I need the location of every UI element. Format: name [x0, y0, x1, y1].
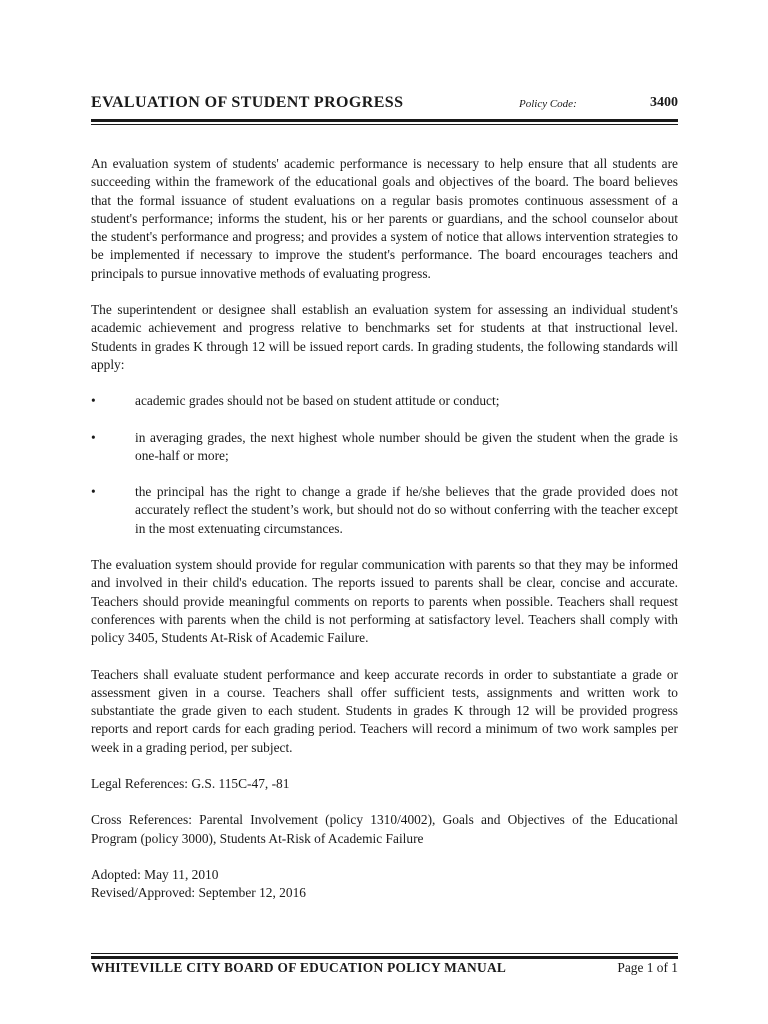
- records-paragraph: Teachers shall evaluate student performance and keep accurate records in order to substantiate a grade or assessment given in a course. Teachers shall offer sufficient tests, assignments and written work to substantiate the grade given to each student. Students in grades K through 12 will be provided progress reports and report cards for each grading period. Teachers will record a minimum of two work samples per week in a grading period, per subject.: [91, 666, 678, 755]
- grading-standards-paragraph: The superintendent or designee shall establish an evaluation system for assessing an individual student's academic achievement and progress relative to benchmarks set for students at that instructional level. Students in grades K through 12 will be issued report cards. In grading students, the following standards will apply:: [91, 302, 678, 372]
- page-header: [91, 94, 678, 116]
- list-item: [91, 483, 678, 538]
- page-footer: [91, 960, 678, 980]
- list-item: [91, 392, 678, 410]
- list-item-text: academic grades should not be based on student attitude or conduct;: [135, 393, 500, 409]
- legal-references: Legal References: G.S. 115C-47, -81: [91, 776, 290, 792]
- bullet-marker: •: [91, 484, 96, 500]
- revised-date: Revised/Approved: September 12, 2016: [91, 885, 306, 901]
- adopted-date: Adopted: May 11, 2010: [91, 866, 219, 882]
- list-item-text: the principal has the right to change a grade if he/she believes that the grade provided does not accurately reflect the student’s work, but should not do so without conferring with the teacher except in the most extenuating circumstances.: [135, 484, 678, 536]
- bullet-marker: •: [91, 429, 96, 445]
- header-rule-thin: [91, 124, 678, 125]
- communication-paragraph: The evaluation system should provide for regular communication with parents so that they may be informed and involved in their child's education. The reports issued to parents shall be clear, concise and accurate. Teachers should provide meaningful comments on reports to parents when possible. Teachers shall request conferences with parents when the child is not performing at satisfactory level. Teachers shall comply with policy 3405, Students At-Risk of Academic Failure.: [91, 557, 678, 646]
- document-title: EVALUATION OF STUDENT PROGRESS: [91, 94, 404, 111]
- footer-title: WHITEVILLE CITY BOARD OF EDUCATION POLICY MANUAL: [91, 960, 507, 975]
- policy-body: [91, 155, 678, 903]
- intro-paragraph: An evaluation system of students' academic performance is necessary to help ensure that all students are succeeding within the framework of the educational goals and objectives of the board. The board believes that the formal issuance of student evaluations on a regular basis promotes continuous assessment of a student's performance; informs the student, his or her parents or guardians, and the school counselor about the student's performance and progress; and provides a system of notice that allows intervention strategies to be implemented if necessary to improve the student's performance. The board encourages teachers and principals to pursue innovative methods of evaluating progress.: [91, 156, 678, 281]
- grading-standards-list: [91, 392, 678, 538]
- policy-code: 3400: [650, 95, 678, 110]
- policy-code-label: Policy Code:: [519, 98, 577, 110]
- list-item-text: in averaging grades, the next highest whole number should be given the student when the grade is one-half or more;: [135, 429, 678, 463]
- page-number: Page 1 of 1: [617, 960, 678, 975]
- policy-history: [91, 866, 678, 903]
- list-item: [91, 429, 678, 466]
- footer-rule-thin: [91, 953, 678, 954]
- footer-rule-thick: [91, 956, 678, 959]
- header-rule-thick: [91, 119, 678, 122]
- bullet-marker: •: [91, 393, 96, 409]
- cross-references: Cross References: Parental Involvement (policy 1310/4002), Goals and Objectives of the Educational Program (policy 3000), Students At-Risk of Academic Failure: [91, 812, 678, 846]
